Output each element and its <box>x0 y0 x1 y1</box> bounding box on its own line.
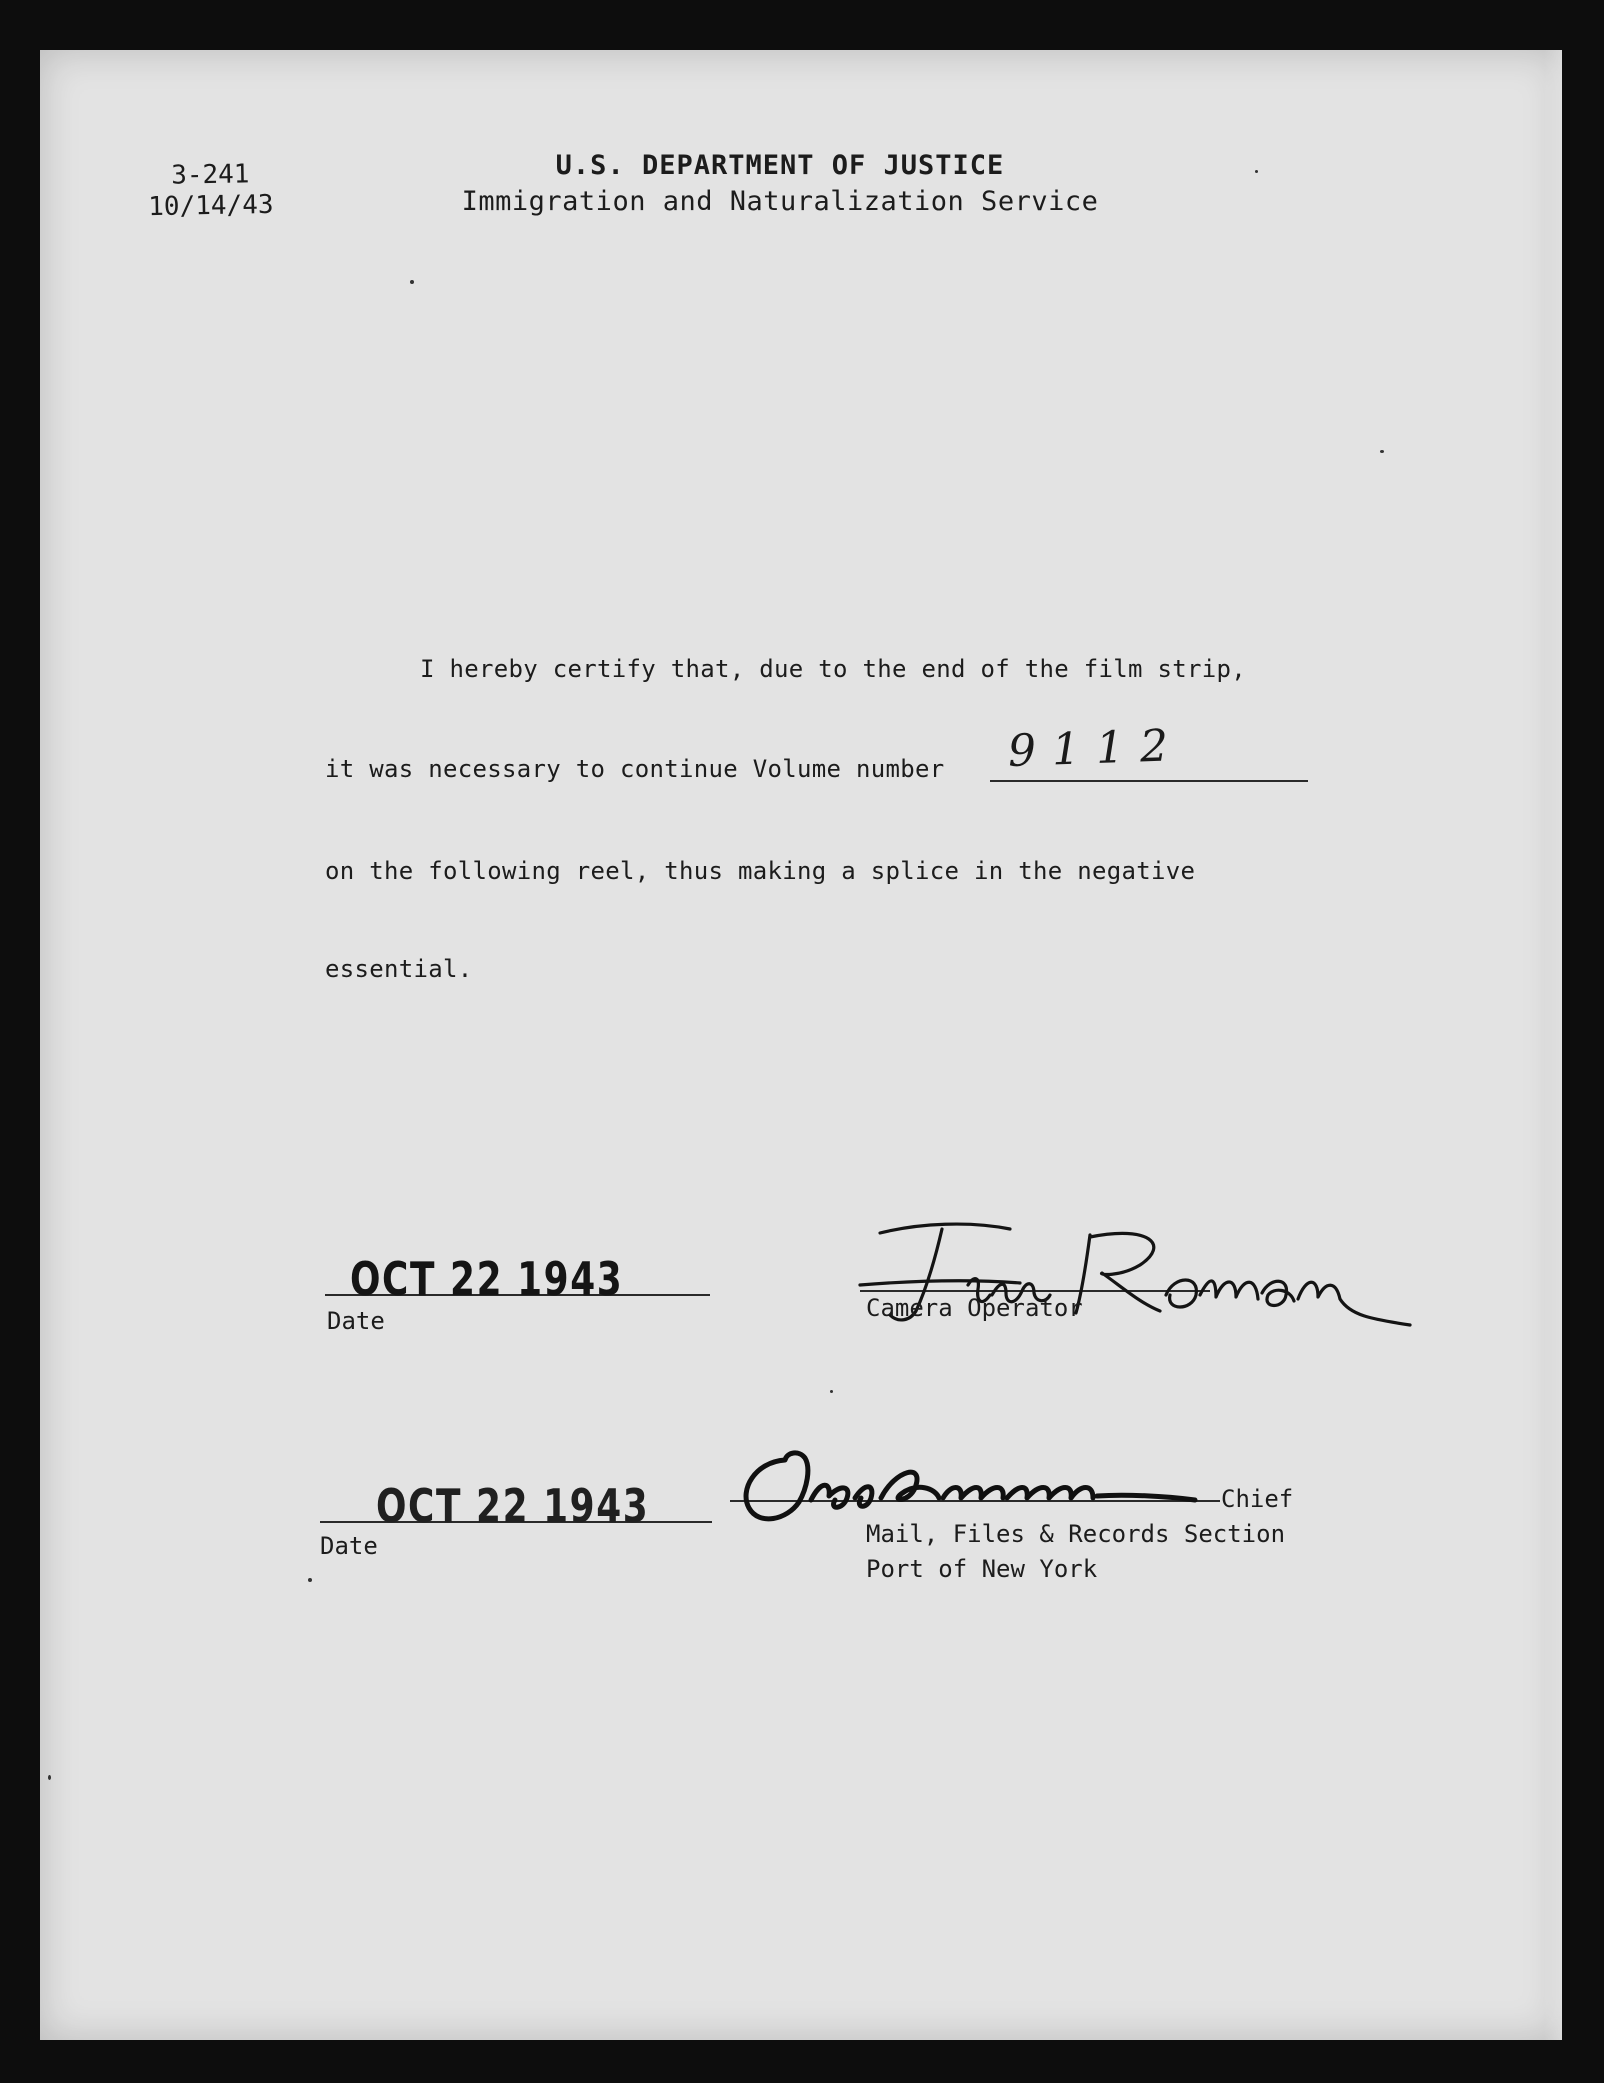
chief-title: Chief <box>1221 1485 1294 1513</box>
camera-operator-title: Camera Operator <box>866 1294 1083 1322</box>
chief-title-block <box>866 1482 1293 1586</box>
paper-speck <box>410 280 414 284</box>
form-identifier <box>147 159 273 224</box>
certification-line-4: essential. <box>325 955 473 983</box>
date-label-chief: Date <box>320 1532 378 1560</box>
date-stamp-chief: OCT 22 1943 <box>376 1479 650 1533</box>
paper-speck <box>48 1775 51 1780</box>
paper-speck <box>830 1390 833 1393</box>
paper-speck <box>308 1578 312 1582</box>
letterhead <box>430 148 1130 221</box>
department-name: U.S. DEPARTMENT OF JUSTICE <box>555 150 1005 181</box>
certification-line-1: I hereby certify that, due to the end of the film strip, <box>420 655 1246 683</box>
date-label-camera-operator: Date <box>327 1307 385 1335</box>
volume-number-handwritten: 9112 <box>1007 719 1185 778</box>
volume-number-field <box>990 719 1308 782</box>
form-revision-date: 10/14/43 <box>148 190 274 223</box>
date-stamp-camera-operator: OCT 22 1943 <box>350 1252 624 1306</box>
chief-section: Mail, Files & Records Section <box>866 1519 1286 1548</box>
certification-line-3: on the following reel, thus making a splice in the negative <box>325 857 1196 885</box>
paper-speck <box>1380 450 1384 453</box>
service-name: Immigration and Naturalization Service <box>461 186 1099 218</box>
certification-line-2: it was necessary to continue Volume number <box>325 755 945 783</box>
form-code: 3-241 <box>170 159 250 191</box>
paper-speck <box>1255 170 1258 173</box>
chief-office: Port of New York <box>866 1554 1098 1583</box>
document-page <box>40 50 1562 2040</box>
